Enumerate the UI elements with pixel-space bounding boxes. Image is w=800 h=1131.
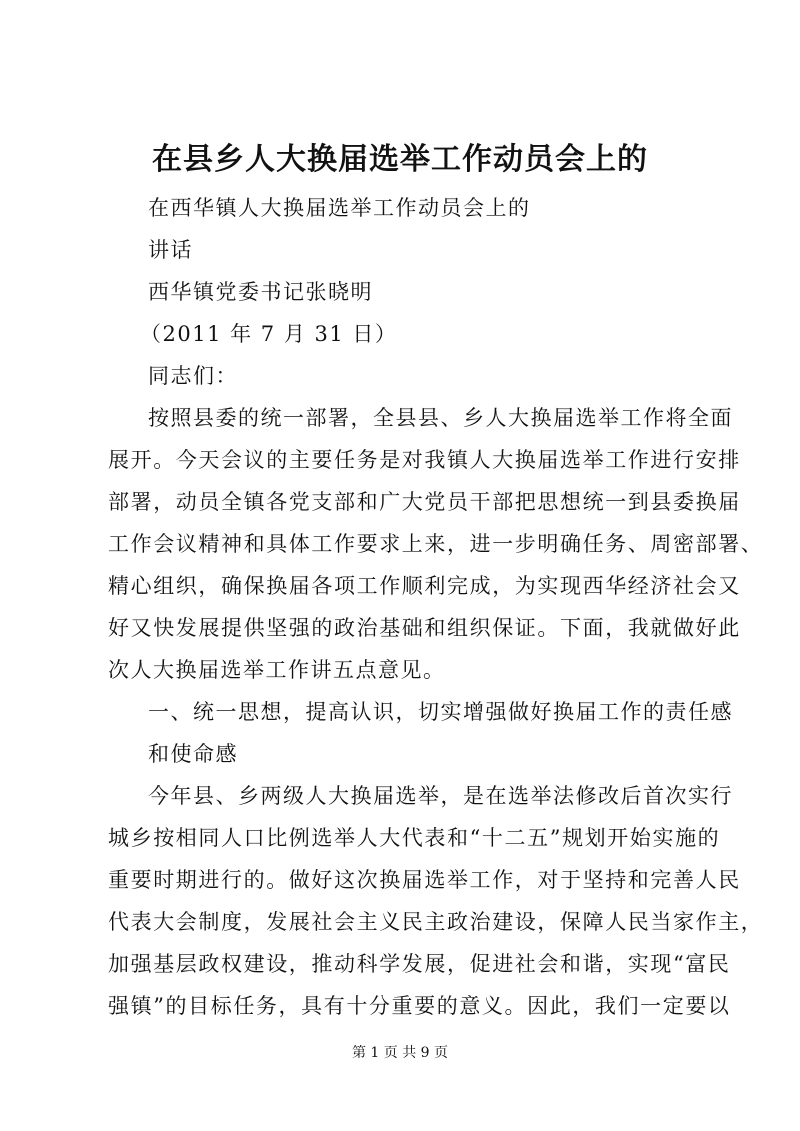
- paragraph-line: 部署，动员全镇各党支部和广大党员干部把思想统一到县委换届: [108, 490, 741, 514]
- paragraph-line: 强镇”的目标任务，具有十分重要的意义。因此，我们一定要以: [108, 994, 731, 1018]
- paragraph-line: 重要时期进行的。做好这次换届选举工作，对于坚持和完善人民: [108, 868, 741, 892]
- date-line: （2011 年 7 月 31 日）: [140, 322, 398, 346]
- paragraph-line: 城乡按相同人口比例选举人大代表和“十二五”规划开始实施的: [108, 826, 721, 850]
- paragraph-line: 次人大换届选举工作讲五点意见。: [108, 658, 446, 682]
- paragraph-line: 今年县、乡两级人大换届选举，是在选举法修改后首次实行: [148, 784, 733, 808]
- subtitle-speech-line: 讲话: [148, 238, 193, 262]
- paragraph-line: 精心组织，确保换届各项工作顺利完成，为实现西华经济社会又: [108, 574, 741, 598]
- paragraph-line: 展开。今天会议的主要任务是对我镇人大换届选举工作进行安排: [108, 448, 741, 472]
- section-heading-line: 和使命感: [148, 742, 238, 766]
- document-title: 在县乡人大换届选举工作动员会上的: [152, 142, 648, 177]
- subtitle-line: 在西华镇人大换届选举工作动员会上的: [148, 196, 531, 220]
- paragraph-line: 好又快发展提供坚强的政治基础和组织保证。下面，我就做好此: [108, 616, 741, 640]
- speaker-line: 西华镇党委书记张晓明: [148, 280, 373, 304]
- page-number-footer: 第 1 页 共 9 页: [351, 1045, 449, 1061]
- paragraph-line: 按照县委的统一部署，全县县、乡人大换届选举工作将全面: [148, 406, 733, 430]
- section-heading-line: 一、统一思想，提高认识，切实增强做好换届工作的责任感: [148, 700, 733, 724]
- salutation-line: 同志们：: [148, 364, 238, 388]
- paragraph-line: 加强基层政权建设，推动科学发展，促进社会和谐，实现“富民: [108, 952, 731, 976]
- paragraph-line: 代表大会制度，发展社会主义民主政治建设，保障人民当家作主，: [108, 910, 764, 934]
- paragraph-line: 工作会议精神和具体工作要求上来，进一步明确任务、周密部署、: [108, 532, 764, 556]
